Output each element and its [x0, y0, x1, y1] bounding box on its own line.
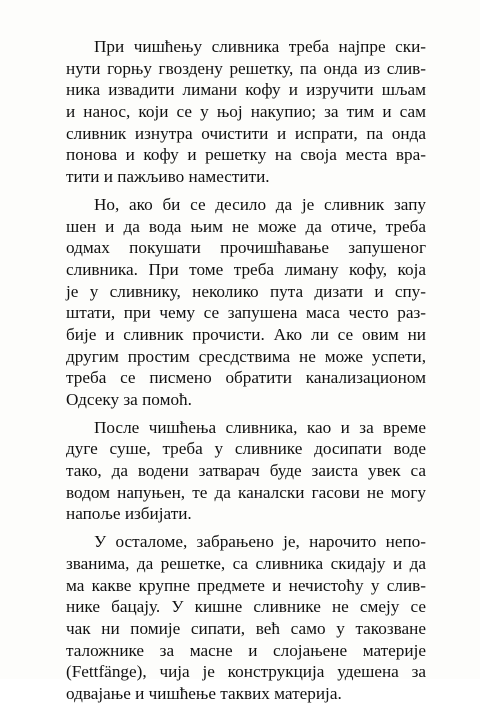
text-line: нути горњу гвоздену решетку, па онда из слив-: [66, 58, 426, 78]
text-line: тити и пажљиво наместити.: [66, 167, 270, 187]
text-line: У осталоме, забрањено је, нарочито непо-: [94, 532, 426, 552]
text-line: Одсеку за помоћ.: [66, 390, 192, 409]
text-line: При чишћењу сливника треба најпре ски-: [94, 37, 426, 56]
text-line: је у сливнику, неколико пута дизати и спу-: [66, 281, 426, 301]
text-line: напоље избијати.: [66, 504, 192, 524]
body-text: [66, 36, 426, 711]
paragraph-1: [66, 36, 426, 188]
text-line: нике бацају. У кишне сливнике не смеју се: [66, 597, 426, 617]
text-line: и нанос, који се у њој накупио; за тим и сам: [66, 102, 426, 122]
text-line: одвајање и чишћење таквих материја.: [66, 683, 342, 703]
paragraph-2: [66, 194, 426, 411]
text-line: чак ни помије сипати, већ само у такозване: [66, 618, 426, 638]
text-line: (Fettfänge), чија је конструкција удешена за: [66, 662, 426, 682]
text-line: штати, при чему се запушена маса често раз-: [66, 303, 426, 323]
text-line: сливника. При томе треба лиману кофу, која: [66, 259, 426, 279]
text-line: одмах покушати прочишћавање запушеног: [66, 238, 426, 258]
text-line: званима, да решетке, са сливника скидају и да: [66, 553, 426, 573]
text-line: Но, ако би се десило да је сливник запу: [94, 194, 426, 214]
text-line: сливник изнутра очистити и испрати, па онда: [66, 123, 426, 143]
text-line: понова и кофу и решетку на своја места вра-: [66, 145, 426, 165]
text-line: другим простим сресдствима не може успети,: [66, 346, 426, 366]
text-line: ника извадити лимани кофу и изручити шљам: [66, 80, 426, 100]
text-line: водом напуњен, те да каналски гасови не могу: [66, 482, 426, 502]
text-line: тако, да водени затварач буде заиста увек са: [66, 461, 426, 481]
text-line: шен и да вода њим не може да отиче, треба: [66, 216, 426, 236]
text-line: дуге суше, треба у сливнике досипати воде: [66, 439, 426, 459]
paragraph-3: [66, 417, 426, 525]
text-line: бије и сливник прочисти. Ако ли се овим ни: [66, 324, 426, 344]
text-line: После чишћења сливника, као и за време: [94, 417, 426, 437]
text-line: таложнике за масне и слојањене материје: [66, 640, 426, 660]
text-line: треба се писмено обратити канализационом: [66, 368, 426, 388]
text-line: ма какве крупне предмете и нечистоћу у слив-: [66, 575, 426, 595]
